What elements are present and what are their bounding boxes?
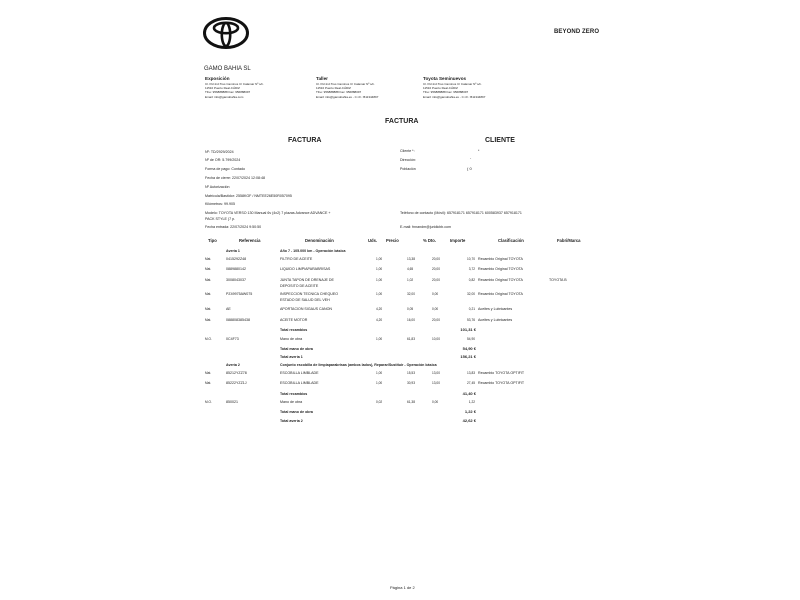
- cell-clasificacion: Recambio Original TOYOTA: [478, 278, 523, 282]
- cell-denominacion: FILTRO DE ACEITE: [280, 257, 313, 261]
- office-line: Tfno: 956888888 Fax: 956888097: [316, 90, 362, 95]
- cell-precio: 32,00: [407, 292, 415, 296]
- cell-referencia: 0889880142: [226, 267, 246, 271]
- office-line: Tfno: 956888888 Fax: 956888097: [205, 90, 251, 95]
- cell-fabricante: TOYOTA B: [549, 278, 567, 282]
- cell-importe: 32,00: [467, 292, 475, 296]
- page-number: Página 1 de 2: [390, 585, 415, 590]
- authorization-number: Nº Autorización: [205, 185, 230, 189]
- averia-2-total-mo-label: Total mano de obra: [280, 410, 313, 414]
- col-header-uds: Uds.: [368, 238, 378, 243]
- averia-2-total-recambios: 41,40 €: [462, 391, 476, 396]
- col-header-fabricante: Fabri/Marca: [557, 238, 581, 243]
- cell-precio: 1,02: [407, 278, 414, 282]
- cell-precio: 15,53: [407, 371, 415, 375]
- averia-1-total: 156,21 €: [460, 354, 476, 359]
- cell-denominacion: ESCOBILLA LIMBLADE: [280, 381, 319, 385]
- cell-uds: 1,00: [376, 292, 383, 296]
- averia-1-total-mo-label: Total mano de obra: [280, 347, 313, 351]
- office-title: Exposición: [205, 76, 230, 81]
- cell-denominacion: ESCOBILLA LIMBLADE: [280, 371, 319, 375]
- cell-dto: 0,00: [432, 307, 439, 311]
- col-header-referencia: Referencia: [239, 238, 261, 243]
- table-row: [0, 307, 800, 317]
- cell-precio: 13,38: [407, 257, 415, 261]
- office-line: Email: info@gamobahia.es - C.I.F.: B11344897: [316, 94, 379, 99]
- cell-dto: 20,00: [432, 318, 440, 322]
- cell-uds: 0,02: [376, 400, 383, 404]
- averia-2-title: Avería 2: [226, 363, 240, 367]
- cell-tipo: M.O.: [205, 337, 212, 341]
- cliente-label: Cliente *:: [400, 149, 415, 153]
- office-line: 11510 Puerto Real-CÁDIZ: [316, 86, 351, 91]
- or-number: Nº de OR: 5.799/2024: [205, 158, 241, 162]
- cell-importe: 13,83: [467, 371, 475, 375]
- cell-precio: 16,00: [407, 318, 415, 322]
- table-row: [0, 381, 800, 391]
- cell-dto: 13,00: [432, 381, 440, 385]
- cell-uds: 1,00: [376, 371, 383, 375]
- cell-dto: 20,00: [432, 267, 440, 271]
- cell-denominacion: LIQUIDO LIMPIAPARABRISAS: [280, 267, 331, 271]
- poblacion-value: ( 0: [467, 166, 472, 171]
- table-row: [0, 400, 800, 410]
- cell-uds: 1,00: [376, 267, 383, 271]
- col-header-denominacion: Denominación: [305, 238, 334, 243]
- cell-dto: 10,00: [432, 337, 440, 341]
- averia-2-total-recambios-label: Total recambios: [280, 392, 308, 396]
- col-header-tipo: Tipo: [208, 238, 217, 243]
- averia-1-total-recambios-label: Total recambios: [280, 328, 308, 332]
- averia-2-total: 42,62 €: [462, 418, 476, 423]
- office-line: Cl. Pol.Ind.Tres Caminos C/ Calamar Nº s/n.: [205, 82, 265, 86]
- cell-importe: 53,76: [467, 318, 475, 322]
- close-date: Fecha de cierre: 22/07/2024 12:08:48: [205, 176, 265, 180]
- table-row: [0, 278, 800, 288]
- office-line: Email: info@gamobahia.es - C.I.F.: B11344897: [423, 94, 486, 99]
- payment-method: Forma de pago: Contado: [205, 167, 245, 171]
- vehicle-model-cont: PACK STYLE (7 p.: [205, 217, 236, 221]
- cell-dto: 20,00: [432, 257, 440, 261]
- averia-1-total-mo: 54,90 €: [462, 346, 476, 351]
- col-header-dto: % Dto.: [423, 238, 437, 243]
- cell-referencia: 088808385438: [226, 318, 250, 322]
- factura-heading: FACTURA: [288, 137, 322, 144]
- cell-uds: 1,00: [376, 278, 383, 282]
- cell-tipo: Mat.: [205, 371, 212, 375]
- office-line: Cl. Pol.Ind.Tres Caminos C/ Calamar Nº s/n.: [316, 82, 376, 86]
- office-taller: [316, 76, 416, 99]
- toyota-logo-icon: [203, 17, 249, 49]
- cell-precio: 0,05: [407, 307, 414, 311]
- col-header-importe: Importe: [450, 238, 466, 243]
- cell-precio: 61,83: [407, 337, 415, 341]
- contact-email: E-mail: fnnandm@juridicbb.com: [400, 225, 451, 229]
- office-line: 11510 Puerto Real-CÁDIZ: [205, 86, 240, 91]
- direccion-value: -: [470, 156, 472, 160]
- cell-uds: 1,00: [376, 381, 383, 385]
- cell-referencia: PZ49975AW075: [226, 292, 253, 296]
- office-line: Cl. Pol.Ind.Tres Caminos C/ Calamar Nº s/n.: [423, 82, 483, 86]
- cell-tipo: Mat.: [205, 292, 212, 296]
- cell-clasificacion: Recambio Original TOYOTA: [478, 257, 523, 261]
- cell-importe: 1,22: [468, 400, 475, 404]
- cliente-value: *: [478, 149, 480, 153]
- averia-2-total-mo: 1,22 €: [464, 409, 476, 414]
- table-row: [0, 337, 800, 347]
- cell-clasificacion: Aceites y Lubricantes: [478, 307, 513, 311]
- cell-referencia: AE: [226, 307, 231, 311]
- direccion-label: Dirección:: [400, 158, 416, 162]
- cell-importe: 27,45: [467, 381, 475, 385]
- vehicle-model: Modelo: TOYOTA VERSO 130 Manual 6v (4x2) 7 plazas Advance ADVANCE +: [205, 211, 331, 215]
- cell-dto: 13,00: [432, 371, 440, 375]
- cell-denominacion: INSPECCION TECNICA CHEQUEO: [280, 292, 339, 296]
- col-header-clasificacion: Clasificación: [498, 238, 524, 243]
- poblacion-label: Población: [400, 167, 416, 171]
- cell-clasificacion: Recambio TOYOTA OPTIFIT: [478, 381, 525, 385]
- averia-1-total-label: Total avería 1: [280, 355, 303, 359]
- entry-date: Fecha entrada: 22/07/2024 9:50:50: [205, 225, 262, 229]
- cell-tipo: Mat.: [205, 307, 212, 311]
- contact-phone: Teléfono de contacto (Móvil): 657918171 657918171 600583937 657918171: [400, 211, 522, 215]
- company-name: GAMO BAHIA SL: [204, 66, 251, 72]
- cell-importe: 3,72: [468, 267, 475, 271]
- cell-uds: 1,00: [376, 257, 383, 261]
- cell-tipo: Mat.: [205, 278, 212, 282]
- cell-denominacion: Mano de obra: [280, 400, 303, 404]
- col-header-precio: Precio: [386, 238, 399, 243]
- cell-tipo: Mat.: [205, 318, 212, 322]
- cell-denominacion-cont: ESTADO DE SALUD DEL VEH: [280, 297, 330, 302]
- cell-dto: 20,00: [432, 278, 440, 282]
- cell-denominacion: ACEITE MOTOR: [280, 318, 308, 322]
- cell-dto: 0,00: [432, 400, 439, 404]
- office-line: Tfno: 956888888 Fax: 956888097: [423, 90, 469, 95]
- averia-1-total-recambios: 101,31 €: [460, 327, 476, 332]
- cell-importe: 0,82: [468, 278, 475, 282]
- cell-clasificacion: Aceites y Lubricantes: [478, 318, 513, 322]
- cell-clasificacion: Recambio Original TOYOTA: [478, 267, 523, 271]
- invoice-number: Nº: TD/2929/2024: [205, 150, 234, 154]
- cell-referencia: 85212YZZ78: [226, 371, 247, 375]
- averia-1-operation: Año 7 - 105.000 km - Operación básica: [280, 249, 346, 253]
- table-row: [0, 371, 800, 381]
- cell-clasificacion: Recambio Original TOYOTA: [478, 292, 523, 296]
- office-title: Taller: [316, 76, 328, 81]
- cell-importe: 54,90: [467, 337, 475, 341]
- cell-precio: 4,65: [407, 267, 414, 271]
- cell-precio: 61,38: [407, 400, 415, 404]
- cell-importe: 0,21: [468, 307, 475, 311]
- cell-referencia: 850021: [226, 400, 238, 404]
- cell-precio: 30,93: [407, 381, 415, 385]
- cell-uds: 1,00: [376, 337, 383, 341]
- averia-2-operation: Conjunto escobilla de limpiaparabrisas (ambos lados), Reparar/Sustituir - Operación básica: [280, 363, 437, 367]
- table-row: [0, 267, 800, 277]
- cell-referencia: 85222YZZ1J: [226, 381, 247, 385]
- averia-2-total-label: Total avería 2: [280, 419, 303, 423]
- plate-vin: Matrícula/Bastidor: 2558KGF / NMTEE26E50R057095: [205, 194, 292, 198]
- cell-denominacion: Mano de obra: [280, 337, 303, 341]
- table-row: [0, 292, 800, 302]
- cell-denominacion-cont: DEPOSITO DE ACEITE: [280, 283, 319, 288]
- cell-importe: 10,70: [467, 257, 475, 261]
- cell-denominacion: APORTACION SIGAUS CANON: [280, 307, 332, 311]
- cell-tipo: Mat.: [205, 257, 212, 261]
- cell-clasificacion: Recambio TOYOTA OPTIFIT: [478, 371, 525, 375]
- office-title: Toyota Seminuevos: [423, 76, 467, 81]
- office-line: Email: info@gamobahia.com: [205, 94, 244, 99]
- office-line: 11510 Puerto Real-CÁDIZ: [423, 86, 458, 91]
- office-seminuevos: [423, 76, 523, 99]
- table-row: [0, 318, 800, 328]
- cell-uds: 4,20: [376, 307, 383, 311]
- brand-slogan: BEYOND ZERO: [554, 29, 600, 35]
- kilometers: Kilómetros: 99.905: [205, 202, 235, 206]
- cell-referencia: 0C4F73: [226, 337, 239, 341]
- cell-tipo: Mat.: [205, 267, 212, 271]
- document-title: FACTURA: [385, 118, 419, 125]
- cell-referencia: 3008043037: [226, 278, 246, 282]
- table-row: [0, 257, 800, 267]
- cell-uds: 4,20: [376, 318, 383, 322]
- cell-tipo: M.O.: [205, 400, 212, 404]
- office-exposicion: [205, 76, 305, 99]
- cliente-heading: CLIENTE: [485, 137, 515, 144]
- cell-tipo: Mat.: [205, 381, 212, 385]
- cell-denominacion: JUNTA TAPON DE DRENAJE DE: [280, 278, 334, 282]
- averia-1-title: Avería 1: [226, 249, 240, 253]
- cell-referencia: 0415292Z48: [226, 257, 247, 261]
- cell-dto: 0,00: [432, 292, 439, 296]
